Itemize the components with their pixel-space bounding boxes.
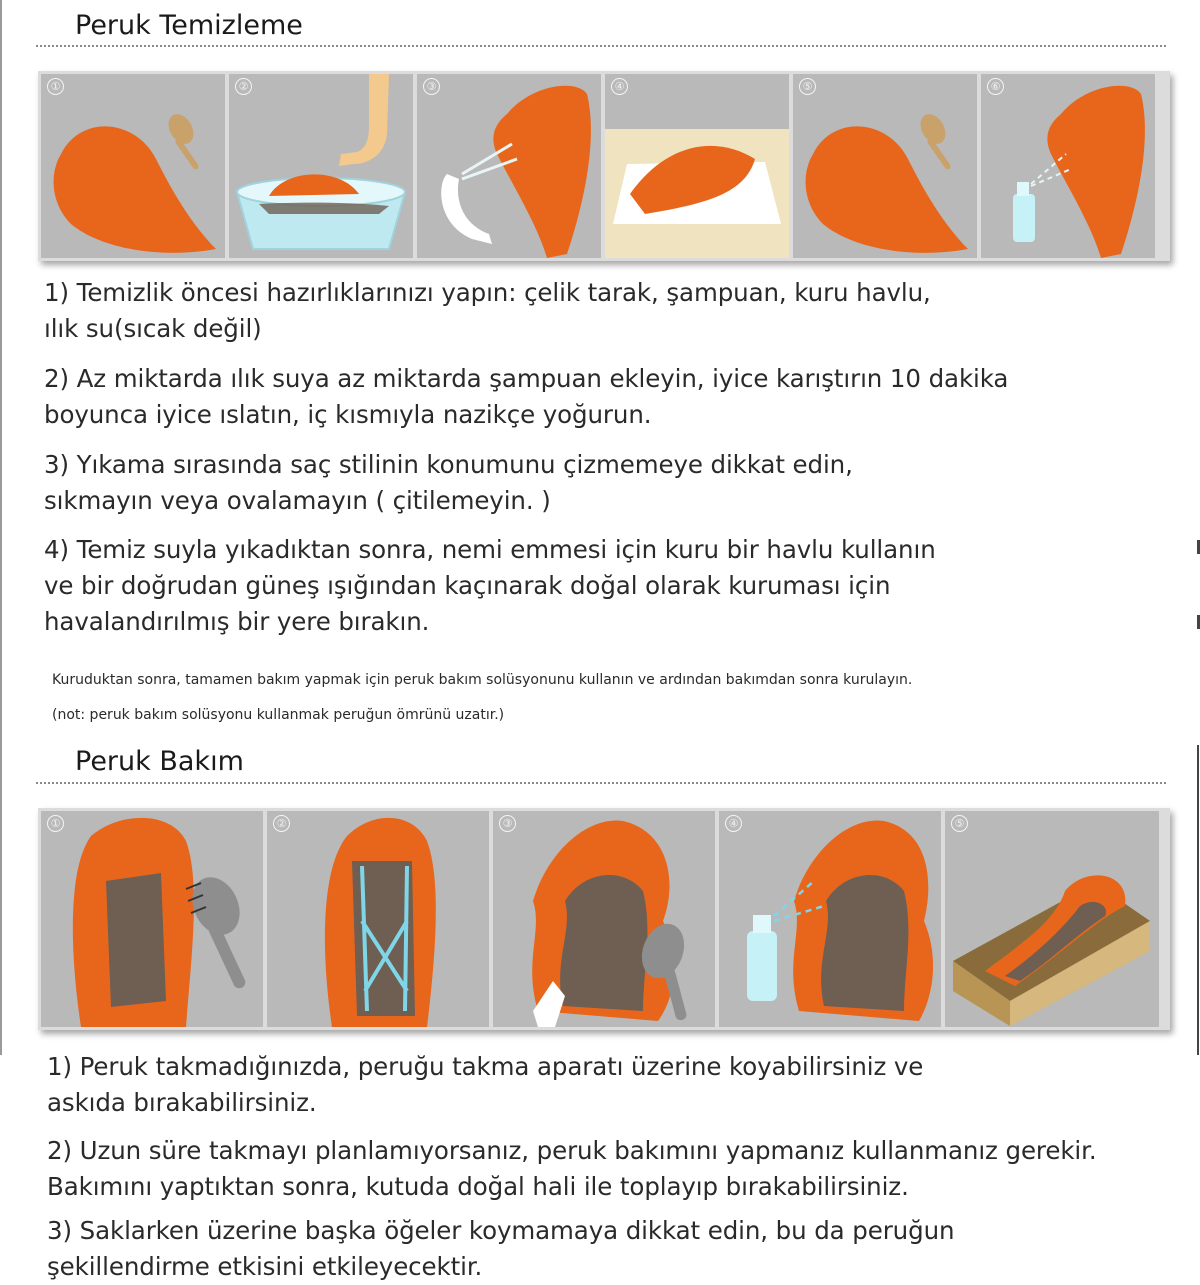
- step-number: ①: [47, 815, 64, 832]
- care-illustration-strip: [38, 808, 1170, 1030]
- care-title-divider: [36, 782, 1166, 784]
- page-edge-mark: [0, 0, 2, 1055]
- cleaning-step-5-illustration: [793, 74, 977, 258]
- step-number: ②: [235, 78, 252, 95]
- aftercare-note: Kuruduktan sonra, tamamen bakım yapmak için peruk bakım solüsyonunu kullanın ve ardından bakımdan sonra kurulayın.: [52, 672, 913, 688]
- step-number: ④: [611, 78, 628, 95]
- cleaning-title-divider: [36, 45, 1166, 47]
- combing-wig-icon: [793, 74, 977, 258]
- brushing-wig-icon: [41, 811, 263, 1027]
- towel-drying-icon: [605, 74, 789, 258]
- cleaning-step-4-illustration: [605, 74, 789, 258]
- care-step-5-illustration: [945, 811, 1159, 1027]
- care-step-3-illustration: [493, 811, 715, 1027]
- cleaning-step-3-illustration: [417, 74, 601, 258]
- step-number: ①: [47, 78, 64, 95]
- step-number: ③: [423, 78, 440, 95]
- detangling-wig-icon: [493, 811, 715, 1027]
- wig-cap-structure-icon: [267, 811, 489, 1027]
- step-number: ②: [273, 815, 290, 832]
- step-number: ⑤: [951, 815, 968, 832]
- cleaning-illustration-strip: [38, 71, 1170, 261]
- aftercare-tip: (not: peruk bakım solüsyonu kullanmak peruğun ömrünü uzatır.): [52, 707, 505, 723]
- care-instruction-3: 3) Saklarken üzerine başka öğeler koymamaya dikkat edin, bu da peruğun şekillendirme etkisini etkileyecektir.: [47, 1216, 955, 1281]
- care-instruction-2: 2) Uzun süre takmayı planlamıyorsanız, peruk bakımını yapmanız kullanmanız gerekir. Bakımını yaptıktan sonra, kutuda doğal hali ile toplayıp bırakabilirsiniz.: [47, 1136, 1097, 1201]
- washing-basin-icon: [229, 74, 413, 258]
- cleaning-step-6-illustration: [981, 74, 1155, 258]
- rinsing-wig-icon: [417, 74, 601, 258]
- spraying-wig-icon: [719, 811, 941, 1027]
- care-step-4-illustration: [719, 811, 941, 1027]
- cleaning-section-title: Peruk Temizleme: [75, 10, 303, 41]
- care-instruction-1: 1) Peruk takmadığınızda, peruğu takma aparatı üzerine koyabilirsiniz ve askıda bırakabilirsiniz.: [47, 1052, 924, 1117]
- storage-box-icon: [945, 811, 1159, 1027]
- cleaning-instruction-4: 4) Temiz suyla yıkadıktan sonra, nemi emmesi için kuru bir havlu kullanın ve bir doğrudan güneş ışığından kaçınarak doğal olarak kuruması için havalandırılmış bir yere bırakın.: [44, 535, 936, 636]
- step-number: ⑥: [987, 78, 1004, 95]
- care-step-1-illustration: [41, 811, 263, 1027]
- care-section-title: Peruk Bakım: [75, 746, 244, 777]
- combing-wig-icon: [41, 74, 225, 258]
- cleaning-step-2-illustration: [229, 74, 413, 258]
- care-step-2-illustration: [267, 811, 489, 1027]
- step-number: ⑤: [799, 78, 816, 95]
- spray-treatment-icon: [981, 74, 1155, 258]
- cleaning-instruction-3: 3) Yıkama sırasında saç stilinin konumunu çizmemeye dikkat edin, sıkmayın veya ovalamayın ( çitilemeyin. ): [44, 450, 853, 515]
- cleaning-instruction-1: 1) Temizlik öncesi hazırlıklarınızı yapın: çelik tarak, şampuan, kuru havlu, ılık su(sıcak değil): [44, 278, 931, 343]
- step-number: ③: [499, 815, 516, 832]
- cleaning-step-1-illustration: [41, 74, 225, 258]
- page-edge-mark: [1197, 745, 1199, 1055]
- cleaning-instruction-2: 2) Az miktarda ılık suya az miktarda şampuan ekleyin, iyice karıştırın 10 dakika boyunca iyice ıslatın, iç kısmıyla nazikçe yoğurun.: [44, 364, 1009, 429]
- step-number: ④: [725, 815, 742, 832]
